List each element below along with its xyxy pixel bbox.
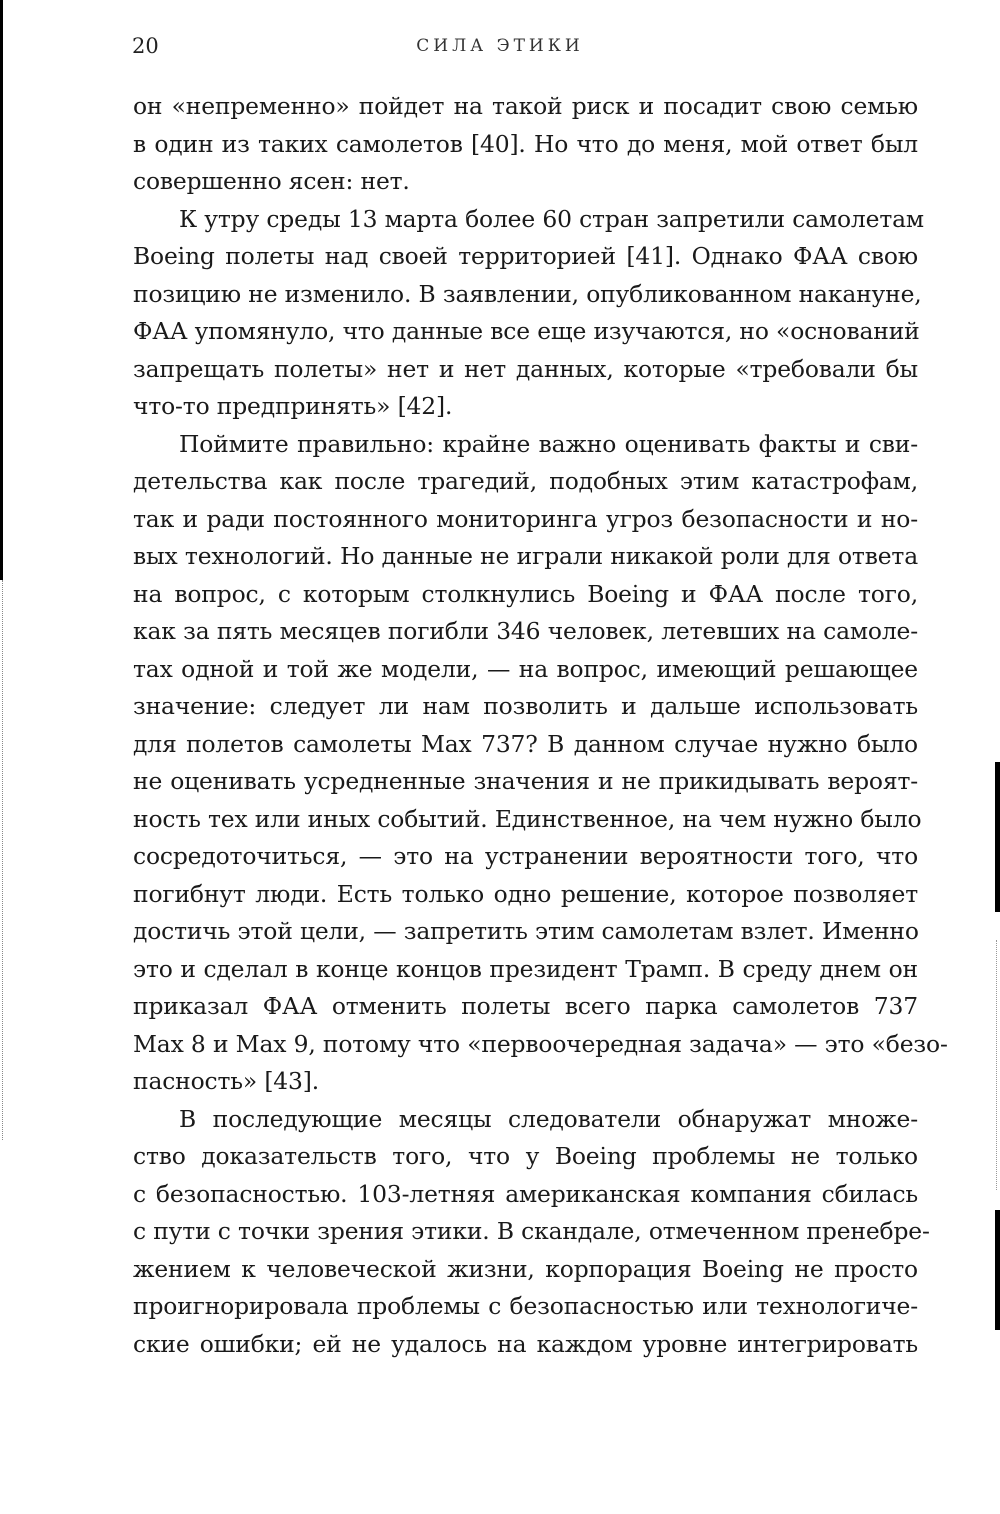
scan-edge-dots xyxy=(996,940,997,1190)
text-line: жением к человеческой жизни, корпорация Boeing не просто xyxy=(133,1254,918,1283)
body-text xyxy=(133,88,948,1363)
text-line: достичь этой цели, — запретить этим самолетам взлет. Именно xyxy=(133,917,919,945)
text-line: совершенно ясен: нет. xyxy=(133,167,410,195)
page-number: 20 xyxy=(132,34,159,58)
text-line: в один из таких самолетов [40]. Но что до меня, мой ответ был xyxy=(133,129,918,158)
text-line: Поймите правильно: крайне важно оценивать факты и сви- xyxy=(179,429,918,458)
text-line: не оценивать усредненные значения и не прикидывать вероят- xyxy=(133,767,918,795)
scan-edge-mark xyxy=(995,1210,1000,1330)
text-line: К утру среды 13 марта более 60 стран запретили самолетам xyxy=(179,204,924,233)
text-line: тах одной и той же модели, — на вопрос, имеющий решающее xyxy=(133,654,918,683)
scan-edge-dots xyxy=(2,580,3,1140)
text-line: как за пять месяцев погибли 346 человек, летевших на самоле- xyxy=(133,617,918,645)
text-line: приказал ФАА отменить полеты всего парка самолетов 737 xyxy=(133,992,918,1020)
text-line: пасность» [43]. xyxy=(133,1067,320,1095)
text-line: ские ошибки; ей не удалось на каждом уровне интегрировать xyxy=(133,1329,918,1358)
scan-edge-mark xyxy=(0,0,3,580)
text-line: для полетов самолеты Max 737? В данном случае нужно было xyxy=(133,729,918,758)
scan-edge-mark xyxy=(995,762,1000,912)
text-line: детельства как после трагедий, подобных этим катастрофам, xyxy=(133,467,918,495)
text-line: погибнут люди. Есть только одно решение, которое позволяет xyxy=(133,879,918,908)
text-line: что-то предпринять» [42]. xyxy=(133,392,453,420)
text-line: это и сделал в конце концов президент Трамп. В среду днем он xyxy=(133,954,918,983)
text-line: Boeing полеты над своей территорией [41]. Однако ФАА свою xyxy=(133,242,918,270)
text-line: так и ради постоянного мониторинга угроз безопасности и но- xyxy=(133,504,918,533)
text-line: значение: следует ли нам позволить и дальше использовать xyxy=(133,692,918,720)
text-line: ность тех или иных событий. Единственное, на чем нужно было xyxy=(133,804,922,833)
text-line: с пути с точки зрения этики. В скандале, отмеченном пренебре- xyxy=(133,1217,930,1245)
text-line: ство доказательств того, что у Boeing проблемы не только xyxy=(133,1142,918,1170)
running-title: СИЛА ЭТИКИ xyxy=(416,36,584,56)
text-line: ФАА упомянуло, что данные все еще изучаются, но «оснований xyxy=(133,317,920,345)
text-line: запрещать полеты» нет и нет данных, которые «требовали бы xyxy=(133,354,918,383)
text-line: позицию не изменило. В заявлении, опубликованном накануне, xyxy=(133,279,922,308)
text-line: В последующие месяцы следователи обнаружат множе- xyxy=(179,1104,918,1133)
text-line: с безопасностью. 103-летняя американская компания сбилась xyxy=(133,1179,918,1208)
text-line: сосредоточиться, — это на устранении вероятности того, что xyxy=(133,842,918,870)
text-line: на вопрос, с которым столкнулись Boeing и ФАА после того, xyxy=(133,579,918,608)
text-line: он «непременно» пойдет на такой риск и посадит свою семью xyxy=(133,92,918,120)
text-line: Max 8 и Max 9, потому что «первоочередная задача» — это «безо- xyxy=(133,1029,948,1058)
text-line: вых технологий. Но данные не играли никакой роли для ответа xyxy=(133,542,918,570)
text-line: проигнорировала проблемы с безопасностью или технологиче- xyxy=(133,1292,918,1320)
